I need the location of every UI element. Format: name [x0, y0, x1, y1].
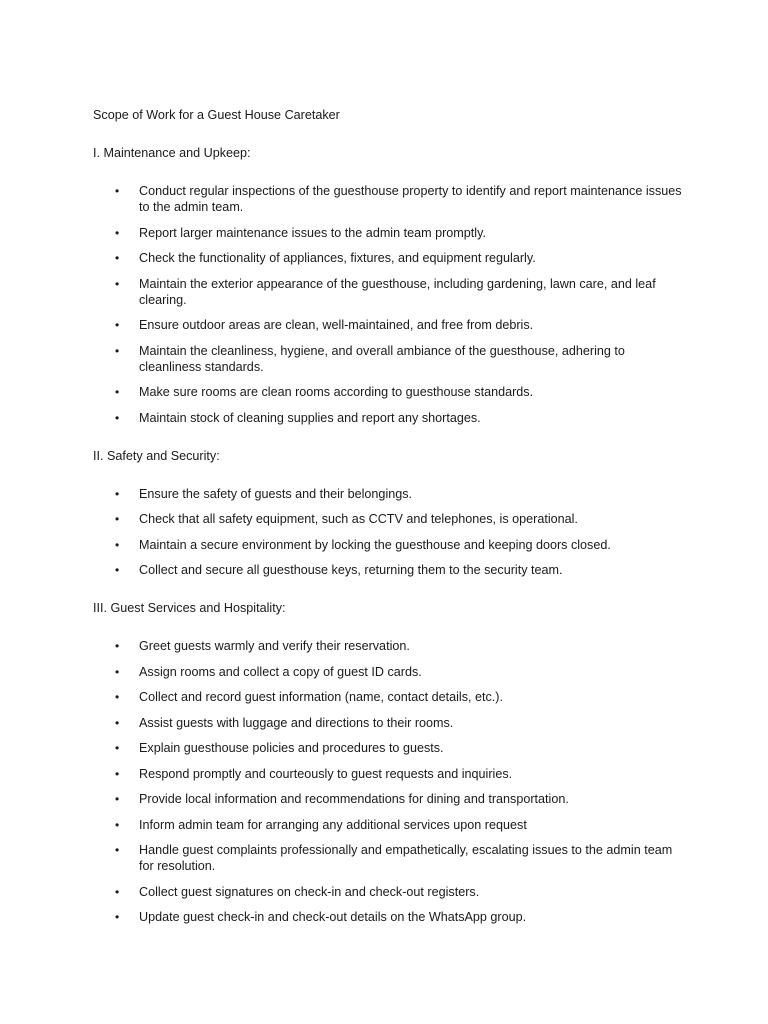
list-item-text: Ensure outdoor areas are clean, well-maintained, and free from debris.: [139, 318, 534, 332]
bullet-list-guest-services: [93, 638, 683, 925]
bullet-icon: •: [115, 410, 120, 425]
document-body: [93, 107, 683, 947]
bullet-icon: •: [115, 910, 120, 924]
bullet-icon: •: [115, 792, 120, 806]
list-item-text: Collect and record guest information (name, contact details, etc.).: [139, 690, 503, 704]
bullet-icon: •: [115, 276, 120, 291]
list-item: [93, 511, 683, 527]
document-title: Scope of Work for a Guest House Caretaker: [93, 108, 340, 122]
bullet-icon: •: [115, 537, 120, 552]
list-item: [93, 689, 683, 705]
bullet-list-safety: [93, 486, 683, 579]
bullet-icon: •: [115, 385, 120, 399]
list-item-text: Inform admin team for arranging any additional services upon request: [139, 817, 527, 832]
list-item: [93, 562, 683, 578]
list-item-text: Provide local information and recommendations for dining and transportation.: [139, 792, 569, 806]
bullet-icon: •: [115, 817, 120, 832]
list-item-text: Collect guest signatures on check-in and check-out registers.: [139, 884, 480, 899]
list-item: [93, 817, 683, 833]
bullet-icon: •: [115, 512, 120, 526]
list-item-text: Maintain a secure environment by locking the guesthouse and keeping doors closed.: [139, 537, 611, 552]
bullet-icon: •: [115, 343, 120, 358]
section-heading-maintenance: I. Maintenance and Upkeep:: [93, 146, 251, 160]
bullet-icon: •: [115, 563, 120, 577]
list-item-text: Collect and secure all guesthouse keys, returning them to the security team.: [139, 563, 563, 577]
bullet-icon: •: [115, 318, 120, 332]
list-item: [93, 410, 683, 426]
list-item-text: Assign rooms and collect a copy of guest ID cards.: [139, 664, 422, 679]
bullet-icon: •: [115, 741, 120, 755]
list-item-text: Maintain the cleanliness, hygiene, and overall ambiance of the guesthouse, adhering to cleanliness standards.: [139, 343, 625, 374]
section-heading-safety: II. Safety and Security:: [93, 448, 220, 463]
list-item-text: Respond promptly and courteously to guest requests and inquiries.: [139, 766, 513, 781]
list-item: [93, 715, 683, 731]
list-item: [93, 740, 683, 756]
bullet-icon: •: [115, 843, 120, 857]
list-item-text: Greet guests warmly and verify their reservation.: [139, 639, 410, 653]
list-item: [93, 638, 683, 654]
list-item: [93, 909, 683, 925]
list-item-text: Handle guest complaints professionally and empathetically, escalating issues to the admin team for resolution.: [139, 843, 673, 873]
list-item: [93, 183, 683, 215]
bullet-icon: •: [115, 225, 120, 240]
list-item: [93, 791, 683, 807]
list-item: [93, 766, 683, 782]
bullet-icon: •: [115, 766, 120, 781]
list-item: [93, 537, 683, 553]
list-item-text: Update guest check-in and check-out details on the WhatsApp group.: [139, 910, 527, 924]
list-item-text: Conduct regular inspections of the guesthouse property to identify and report maintenance issues to the admin team.: [139, 184, 682, 214]
list-item-text: Ensure the safety of guests and their belongings.: [139, 486, 413, 501]
list-item-text: Explain guesthouse policies and procedures to guests.: [139, 741, 444, 755]
bullet-icon: •: [115, 715, 120, 730]
list-item: [93, 384, 683, 400]
list-item-text: Report larger maintenance issues to the admin team promptly.: [139, 225, 486, 240]
list-item: [93, 343, 683, 375]
list-item-text: Make sure rooms are clean rooms according to guesthouse standards.: [139, 385, 534, 399]
list-item: [93, 276, 683, 308]
bullet-icon: •: [115, 486, 120, 501]
bullet-list-maintenance: [93, 183, 683, 426]
list-item: [93, 664, 683, 680]
list-item: [93, 317, 683, 333]
bullet-icon: •: [115, 184, 120, 198]
section-heading-guest-services: III. Guest Services and Hospitality:: [93, 601, 286, 615]
list-item-text: Check that all safety equipment, such as CCTV and telephones, is operational.: [139, 512, 578, 526]
list-item: [93, 884, 683, 900]
list-item-text: Check the functionality of appliances, fixtures, and equipment regularly.: [139, 251, 536, 265]
list-item: [93, 250, 683, 266]
bullet-icon: •: [115, 251, 120, 265]
bullet-icon: •: [115, 884, 120, 899]
list-item: [93, 225, 683, 241]
bullet-icon: •: [115, 639, 120, 653]
bullet-icon: •: [115, 690, 120, 704]
list-item-text: Assist guests with luggage and directions to their rooms.: [139, 715, 454, 730]
list-item: [93, 486, 683, 502]
bullet-icon: •: [115, 664, 120, 679]
list-item: [93, 842, 683, 874]
list-item-text: Maintain stock of cleaning supplies and report any shortages.: [139, 410, 481, 425]
list-item-text: Maintain the exterior appearance of the guesthouse, including gardening, lawn care, and leaf clearing.: [139, 276, 656, 307]
